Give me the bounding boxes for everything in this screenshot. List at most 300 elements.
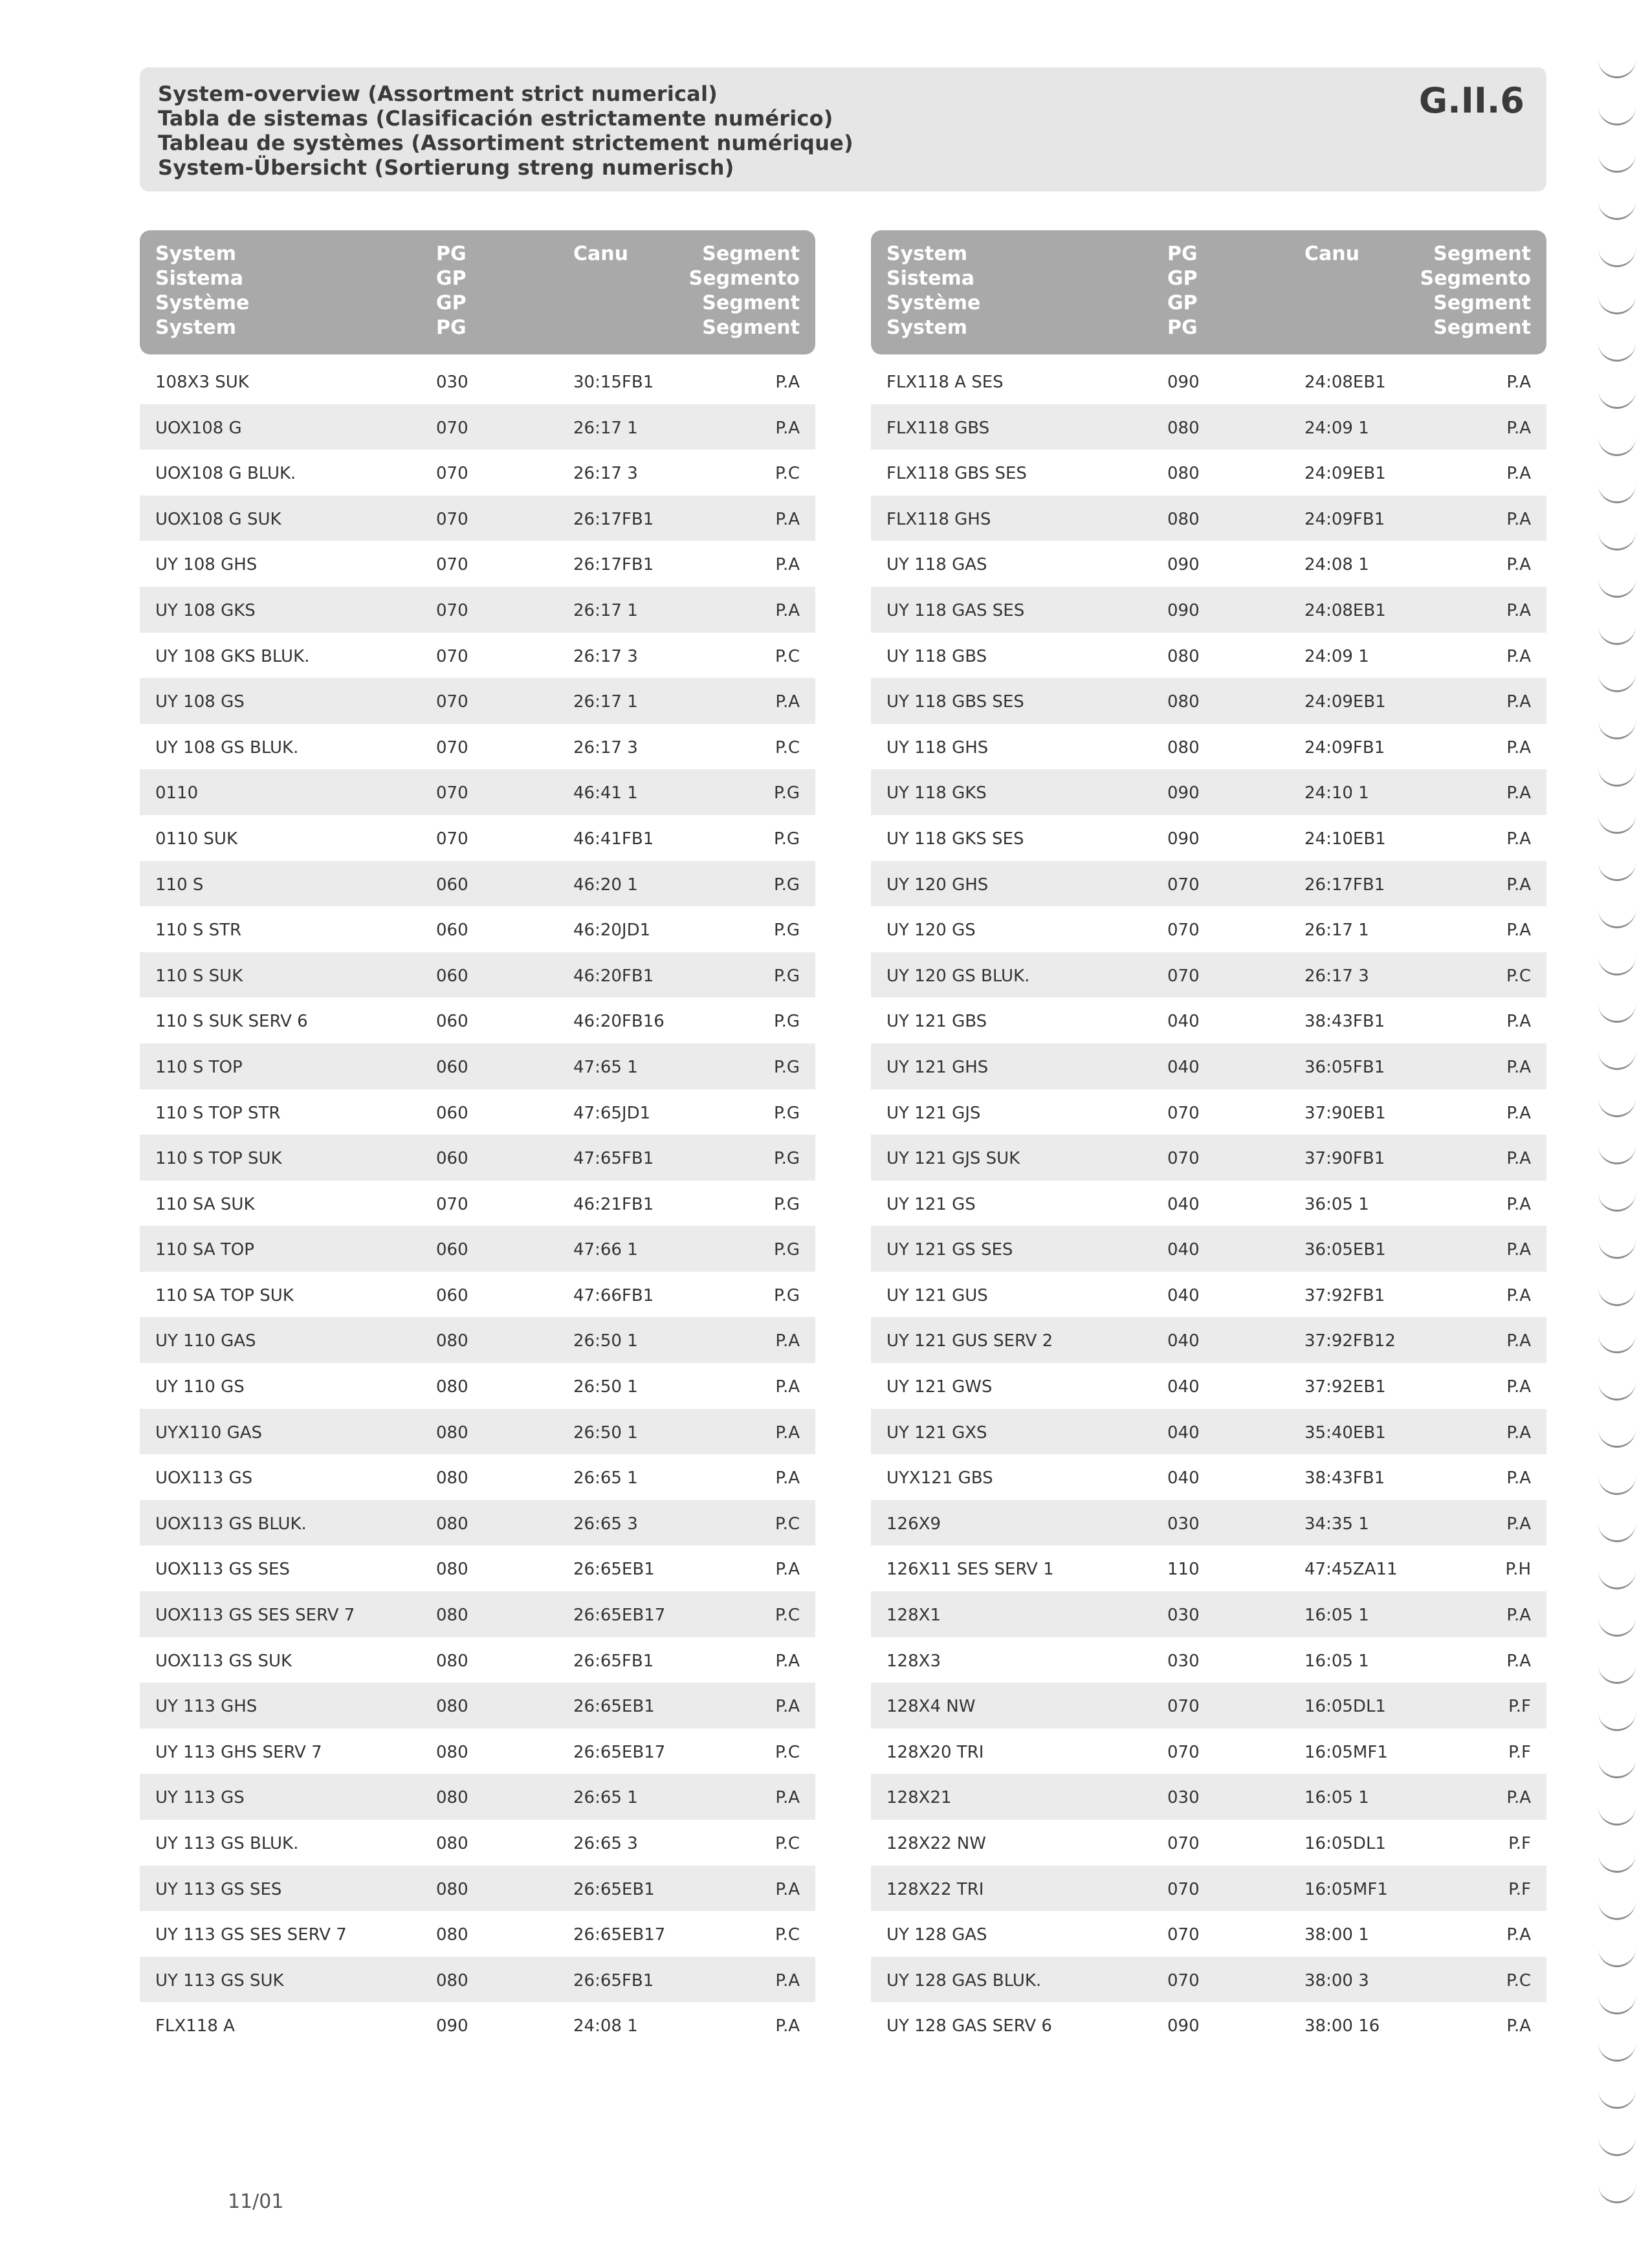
table-row (140, 1637, 815, 1683)
cell-segment: P.C (775, 1925, 800, 1945)
table-row (140, 678, 815, 724)
column-label: GP (436, 267, 467, 290)
cell-canu: 26:17 3 (573, 646, 638, 666)
cell-canu: 24:09FB1 (1304, 509, 1385, 529)
cell-segment: P.A (775, 2016, 800, 2036)
table-row (140, 1043, 815, 1089)
cell-pg: 040 (1167, 1377, 1200, 1397)
cell-pg: 070 (1167, 1742, 1200, 1762)
cell-pg: 040 (1167, 1012, 1200, 1032)
table-row (871, 1181, 1546, 1227)
table-row (871, 587, 1546, 633)
cell-system: UOX108 G (155, 418, 242, 438)
binding-hole (1598, 1286, 1636, 1306)
table-row (140, 1226, 815, 1272)
cell-segment: P.A (1506, 921, 1531, 941)
header-titles (158, 82, 1528, 180)
cell-system: 128X21 (886, 1788, 952, 1808)
cell-canu: 46:21FB1 (573, 1194, 654, 1214)
cell-canu: 46:20FB16 (573, 1012, 665, 1032)
cell-pg: 090 (1167, 2016, 1200, 2036)
cell-system: UY 108 GS BLUK. (155, 737, 299, 758)
cell-segment: P.G (773, 783, 800, 803)
cell-system: UY 120 GS (886, 921, 976, 941)
table-row (871, 1500, 1546, 1546)
cell-pg: 030 (1167, 1651, 1200, 1671)
binding-hole (1598, 342, 1636, 362)
table-row (871, 1089, 1546, 1135)
cell-segment: P.A (775, 418, 800, 438)
cell-pg: 090 (1167, 555, 1200, 575)
table-row (140, 861, 815, 907)
cell-system: UOX113 GS SES (155, 1560, 290, 1580)
cell-pg: 070 (436, 464, 468, 484)
cell-canu: 26:17 1 (1304, 921, 1369, 941)
cell-pg: 040 (1167, 1423, 1200, 1443)
header-title-fr: Tableau de systèmes (Assortiment strictement numérique) (158, 131, 853, 155)
table-row (871, 1728, 1546, 1774)
column-label: Canu (573, 243, 628, 265)
cell-system: UY 120 GS BLUK. (886, 966, 1030, 986)
cell-system: UY 121 GJS SUK (886, 1149, 1020, 1169)
table-row (140, 1820, 815, 1866)
cell-pg: 040 (1167, 1240, 1200, 1260)
cell-segment: P.G (773, 1057, 800, 1077)
cell-canu: 16:05 1 (1304, 1651, 1369, 1671)
system-table-right (871, 230, 1546, 2048)
table-header (871, 230, 1546, 354)
cell-canu: 46:20JD1 (573, 921, 651, 941)
cell-segment: P.A (775, 1970, 800, 1990)
cell-segment: P.A (1506, 1514, 1531, 1534)
cell-system: UY 118 GHS (886, 737, 989, 758)
binding-hole (1598, 767, 1636, 787)
cell-system: UY 118 GKS (886, 783, 987, 803)
cell-pg: 070 (436, 829, 468, 849)
cell-pg: 090 (436, 2016, 468, 2036)
cell-system: 128X4 NW (886, 1697, 976, 1717)
binding-hole (1598, 1900, 1636, 1920)
cell-segment: P.C (775, 646, 800, 666)
table-row (140, 998, 815, 1043)
cell-canu: 26:65EB17 (573, 1606, 666, 1626)
column-label: Système (155, 292, 250, 314)
table-row (871, 1363, 1546, 1409)
cell-segment: P.A (1506, 1285, 1531, 1305)
cell-canu: 26:17 1 (573, 418, 638, 438)
cell-segment: P.F (1508, 1697, 1531, 1717)
cell-canu: 16:05MF1 (1304, 1879, 1388, 1899)
cell-system: UY 113 GS (155, 1788, 245, 1808)
cell-canu: 46:41 1 (573, 783, 638, 803)
table-row (871, 1454, 1546, 1500)
binding-hole (1598, 1947, 1636, 1967)
cell-segment: P.A (1506, 1057, 1531, 1077)
cell-segment: P.A (1506, 1468, 1531, 1488)
cell-canu: 47:66 1 (573, 1240, 638, 1260)
table-row (871, 1637, 1546, 1683)
binding-hole (1598, 2136, 1636, 2156)
cell-canu: 16:05 1 (1304, 1788, 1369, 1808)
cell-system: UY 113 GHS SERV 7 (155, 1742, 322, 1762)
cell-canu: 16:05DL1 (1304, 1697, 1386, 1717)
cell-pg: 090 (1167, 783, 1200, 803)
cell-pg: 060 (436, 1240, 468, 1260)
cell-canu: 26:65 1 (573, 1468, 638, 1488)
binding-hole (1598, 247, 1636, 267)
cell-system: 110 S SUK SERV 6 (155, 1012, 308, 1032)
cell-segment: P.A (1506, 1103, 1531, 1123)
cell-system: FLX118 GBS (886, 418, 990, 438)
cell-canu: 34:35 1 (1304, 1514, 1369, 1534)
cell-canu: 47:45ZA11 (1304, 1560, 1398, 1580)
column-label: PG (1167, 243, 1198, 265)
cell-segment: P.A (1506, 829, 1531, 849)
cell-segment: P.A (775, 1788, 800, 1808)
cell-system: 126X11 SES SERV 1 (886, 1560, 1054, 1580)
cell-pg: 070 (436, 692, 468, 712)
column-label: Segment (1433, 243, 1531, 265)
column-label: GP (1167, 292, 1198, 314)
cell-pg: 080 (1167, 509, 1200, 529)
system-table-left (140, 230, 815, 2048)
cell-system: UY 113 GS SUK (155, 1970, 284, 1990)
cell-canu: 46:20 1 (573, 875, 638, 895)
cell-system: 0110 SUK (155, 829, 238, 849)
cell-system: FLX118 A (155, 2016, 235, 2036)
cell-canu: 24:08 1 (573, 2016, 638, 2036)
binding-hole (1598, 1569, 1636, 1589)
table-body (140, 358, 815, 2048)
cell-segment: P.A (775, 1377, 800, 1397)
table-row (140, 1135, 815, 1181)
binding-hole (1598, 436, 1636, 456)
cell-segment: P.A (1506, 1012, 1531, 1032)
cell-canu: 37:92EB1 (1304, 1377, 1386, 1397)
cell-segment: P.A (775, 1651, 800, 1671)
table-row (871, 450, 1546, 496)
cell-canu: 24:09 1 (1304, 418, 1369, 438)
cell-pg: 070 (1167, 1834, 1200, 1853)
cell-system: UY 118 GAS SES (886, 600, 1025, 620)
cell-system: 128X22 NW (886, 1834, 986, 1853)
cell-segment: P.A (1506, 1788, 1531, 1808)
table-row (871, 1545, 1546, 1591)
cell-canu: 47:65 1 (573, 1057, 638, 1077)
cell-segment: P.G (773, 1012, 800, 1032)
cell-pg: 030 (1167, 1514, 1200, 1534)
column-label: Segment (1433, 292, 1531, 314)
binding-hole (1598, 1711, 1636, 1731)
binding-hole (1598, 1003, 1636, 1023)
cell-segment: P.C (775, 1606, 800, 1626)
cell-segment: P.A (1506, 509, 1531, 529)
binding-holes (1579, 0, 1650, 2268)
cell-pg: 080 (436, 1879, 468, 1899)
column-header-canu (573, 242, 628, 267)
binding-hole (1598, 1664, 1636, 1684)
cell-system: 108X3 SUK (155, 373, 249, 392)
table-row (140, 1454, 815, 1500)
cell-pg: 070 (436, 600, 468, 620)
cell-canu: 26:17FB1 (573, 509, 654, 529)
binding-hole (1598, 1239, 1636, 1259)
column-header-segment (689, 242, 800, 340)
cell-segment: P.H (1505, 1560, 1531, 1580)
cell-segment: P.C (775, 737, 800, 758)
cell-segment: P.A (1506, 1423, 1531, 1443)
table-row (140, 587, 815, 633)
table-row (140, 1500, 815, 1546)
cell-pg: 070 (1167, 1103, 1200, 1123)
cell-system: UY 118 GBS (886, 646, 987, 666)
cell-system: UY 128 GAS (886, 1925, 987, 1945)
cell-system: UY 108 GKS (155, 600, 256, 620)
cell-segment: P.A (1506, 1149, 1531, 1169)
cell-segment: P.C (1506, 966, 1531, 986)
cell-system: 128X3 (886, 1651, 941, 1671)
cell-canu: 26:65EB17 (573, 1742, 666, 1762)
header-title-es: Tabla de sistemas (Clasificación estrictamente numérico) (158, 106, 833, 131)
column-header-canu (1304, 242, 1359, 267)
cell-pg: 040 (1167, 1285, 1200, 1305)
column-label: Segment (702, 292, 800, 314)
cell-system: 110 S (155, 875, 204, 895)
cell-canu: 26:17 1 (573, 600, 638, 620)
cell-pg: 070 (436, 1194, 468, 1214)
cell-canu: 24:09EB1 (1304, 692, 1386, 712)
cell-segment: P.G (773, 1149, 800, 1169)
cell-pg: 060 (436, 1285, 468, 1305)
column-label: Canu (1304, 243, 1359, 265)
cell-segment: P.C (775, 1742, 800, 1762)
column-label: System (886, 243, 967, 265)
binding-hole (1598, 1475, 1636, 1495)
cell-system: UY 121 GWS (886, 1377, 993, 1397)
column-header-pg (1167, 242, 1198, 340)
cell-pg: 060 (436, 1012, 468, 1032)
cell-canu: 26:50 1 (573, 1423, 638, 1443)
cell-canu: 26:65EB17 (573, 1925, 666, 1945)
table-row (871, 906, 1546, 952)
cell-pg: 080 (1167, 692, 1200, 712)
cell-pg: 080 (436, 1925, 468, 1945)
table-row (140, 1911, 815, 1957)
cell-canu: 38:00 16 (1304, 2016, 1380, 2036)
cell-pg: 060 (436, 1149, 468, 1169)
cell-system: UY 128 GAS SERV 6 (886, 2016, 1052, 2036)
column-label: Segment (1433, 316, 1531, 339)
cell-system: UY 108 GS (155, 692, 245, 712)
cell-segment: P.A (1506, 1194, 1531, 1214)
table-row (871, 1317, 1546, 1363)
column-label: Sistema (155, 267, 243, 290)
cell-system: 128X1 (886, 1606, 941, 1626)
cell-segment: P.G (773, 1194, 800, 1214)
cell-pg: 030 (1167, 1606, 1200, 1626)
cell-segment: P.A (1506, 555, 1531, 575)
cell-pg: 070 (436, 555, 468, 575)
table-row (871, 1683, 1546, 1728)
cell-canu: 24:08 1 (1304, 555, 1369, 575)
cell-canu: 47:65JD1 (573, 1103, 651, 1123)
cell-pg: 080 (436, 1651, 468, 1671)
table-row (871, 541, 1546, 587)
binding-hole (1598, 955, 1636, 976)
page-footer-date: 11/01 (228, 2190, 284, 2213)
table-row (140, 1728, 815, 1774)
binding-hole (1598, 2042, 1636, 2062)
binding-hole (1598, 908, 1636, 928)
cell-system: UY 121 GUS SERV 2 (886, 1331, 1053, 1351)
cell-segment: P.A (1506, 418, 1531, 438)
cell-pg: 090 (1167, 600, 1200, 620)
binding-hole (1598, 625, 1636, 645)
cell-segment: P.A (775, 1468, 800, 1488)
cell-segment: P.A (1506, 783, 1531, 803)
table-row (871, 2002, 1546, 2048)
cell-pg: 070 (1167, 1925, 1200, 1945)
cell-segment: P.A (1506, 373, 1531, 392)
binding-hole (1598, 1853, 1636, 1873)
table-row (140, 1363, 815, 1409)
cell-canu: 38:43FB1 (1304, 1468, 1385, 1488)
cell-system: UY 113 GHS (155, 1697, 258, 1717)
cell-system: FLX118 GBS SES (886, 464, 1027, 484)
cell-system: UY 121 GS (886, 1194, 976, 1214)
table-row (140, 496, 815, 541)
cell-pg: 070 (1167, 1149, 1200, 1169)
cell-system: UY 110 GAS (155, 1331, 256, 1351)
cell-canu: 37:92FB12 (1304, 1331, 1396, 1351)
table-row (140, 1683, 815, 1728)
cell-canu: 24:09EB1 (1304, 464, 1386, 484)
cell-segment: P.A (1506, 737, 1531, 758)
cell-pg: 080 (1167, 737, 1200, 758)
table-row (871, 998, 1546, 1043)
binding-hole (1598, 294, 1636, 314)
cell-canu: 26:50 1 (573, 1331, 638, 1351)
table-row (140, 1774, 815, 1820)
cell-canu: 26:17 3 (573, 464, 638, 484)
cell-segment: P.G (773, 1240, 800, 1260)
cell-pg: 080 (1167, 464, 1200, 484)
cell-segment: P.A (775, 600, 800, 620)
cell-pg: 070 (436, 509, 468, 529)
binding-hole (1598, 1380, 1636, 1401)
table-row (140, 2002, 815, 2048)
cell-pg: 090 (1167, 829, 1200, 849)
cell-segment: P.A (775, 373, 800, 392)
cell-pg: 070 (1167, 1970, 1200, 1990)
binding-hole (1598, 814, 1636, 834)
column-header-pg (436, 242, 467, 340)
cell-segment: P.G (773, 1285, 800, 1305)
cell-pg: 060 (436, 1103, 468, 1123)
cell-system: FLX118 A SES (886, 373, 1004, 392)
binding-hole (1598, 672, 1636, 692)
cell-canu: 46:20FB1 (573, 966, 654, 986)
cell-canu: 26:65FB1 (573, 1970, 654, 1990)
cell-pg: 080 (436, 1742, 468, 1762)
column-label: Segmento (688, 267, 800, 290)
cell-segment: P.G (773, 966, 800, 986)
cell-pg: 070 (436, 737, 468, 758)
cell-canu: 26:17 1 (573, 692, 638, 712)
table-row (140, 1089, 815, 1135)
cell-pg: 040 (1167, 1468, 1200, 1488)
cell-segment: P.A (1506, 875, 1531, 895)
table-row (140, 769, 815, 815)
cell-pg: 080 (436, 1970, 468, 1990)
cell-system: UOX113 GS (155, 1468, 253, 1488)
binding-hole (1598, 2089, 1636, 2109)
table-body (871, 358, 1546, 2048)
cell-canu: 26:65 1 (573, 1788, 638, 1808)
cell-segment: P.G (773, 829, 800, 849)
cell-pg: 070 (1167, 875, 1200, 895)
table-row (140, 541, 815, 587)
cell-system: UYX110 GAS (155, 1423, 263, 1443)
cell-canu: 37:90FB1 (1304, 1149, 1385, 1169)
cell-system: 110 S TOP (155, 1057, 243, 1077)
cell-system: UY 113 GS BLUK. (155, 1834, 299, 1853)
table-row (140, 450, 815, 496)
cell-pg: 040 (1167, 1194, 1200, 1214)
cell-segment: P.C (775, 1514, 800, 1534)
cell-pg: 080 (436, 1377, 468, 1397)
cell-canu: 26:65EB1 (573, 1560, 655, 1580)
cell-canu: 47:65FB1 (573, 1149, 654, 1169)
column-label: PG (436, 316, 467, 339)
table-row (871, 1774, 1546, 1820)
table-row (871, 1226, 1546, 1272)
cell-canu: 24:09FB1 (1304, 737, 1385, 758)
cell-canu: 26:17FB1 (573, 555, 654, 575)
cell-pg: 080 (436, 1560, 468, 1580)
cell-system: UY 128 GAS BLUK. (886, 1970, 1042, 1990)
cell-segment: P.A (1506, 2016, 1531, 2036)
table-row (871, 678, 1546, 724)
cell-canu: 26:65FB1 (573, 1651, 654, 1671)
cell-segment: P.A (1506, 1925, 1531, 1945)
cell-segment: P.G (773, 921, 800, 941)
cell-pg: 060 (436, 966, 468, 986)
cell-canu: 24:10EB1 (1304, 829, 1386, 849)
cell-system: 128X20 TRI (886, 1742, 984, 1762)
cell-canu: 26:17 3 (573, 737, 638, 758)
column-label: GP (1167, 267, 1198, 290)
binding-hole (1598, 200, 1636, 220)
cell-system: UOX108 G BLUK. (155, 464, 296, 484)
column-label: System (155, 243, 236, 265)
cell-canu: 37:92FB1 (1304, 1285, 1385, 1305)
cell-segment: P.C (1506, 1970, 1531, 1990)
cell-system: UY 120 GHS (886, 875, 989, 895)
cell-system: UY 113 GS SES SERV 7 (155, 1925, 347, 1945)
column-label: Sistema (886, 267, 974, 290)
cell-system: UY 113 GS SES (155, 1879, 282, 1899)
page-header (140, 67, 1546, 191)
cell-pg: 110 (1167, 1560, 1200, 1580)
cell-pg: 080 (1167, 418, 1200, 438)
table-row (871, 1043, 1546, 1089)
cell-segment: P.A (1506, 1377, 1531, 1397)
cell-canu: 30:15FB1 (573, 373, 654, 392)
cell-segment: P.A (775, 1331, 800, 1351)
cell-segment: P.C (775, 464, 800, 484)
cell-pg: 080 (436, 1834, 468, 1853)
